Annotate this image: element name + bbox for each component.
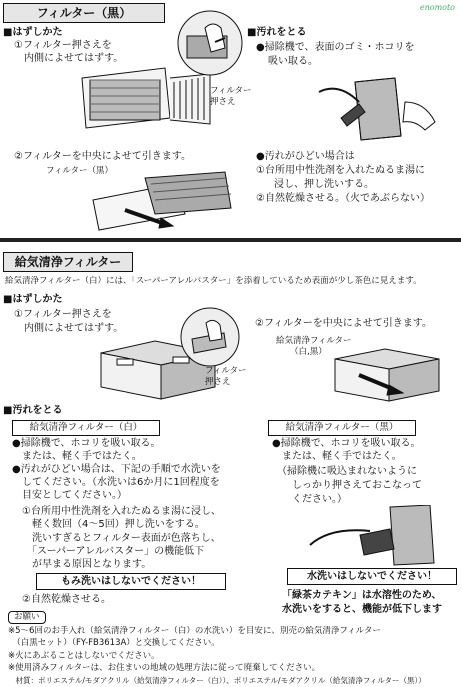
s2-white-line-0: ●掃除機で、ホコリを吸い取る。 (12, 438, 161, 449)
s2-filter-label-1: 給気清浄フィルター (276, 336, 352, 346)
s2-white-line-5: ①台所用中性洗剤を入れたぬるま湯に浸し、 (12, 506, 221, 517)
section1-title: フィルター（黒） (3, 3, 165, 23)
request-label: お願い (8, 611, 46, 624)
s2-vacuum-illustration (300, 505, 450, 570)
s2-callout-1: フィルター (205, 366, 247, 376)
s1-heavy-2: 浸し、押し洗いする。 (274, 179, 374, 190)
s2-white-line-2: ●汚れがひどい場合は、下記の手順で水洗いを (12, 464, 221, 475)
s2-clean-heading: ■汚れをとる (3, 405, 63, 416)
s2-remove-heading: ■はずしかた (3, 294, 63, 305)
s2-black-line-1: または、軽く手ではたく。 (272, 451, 402, 462)
s2-white-line-4: 目安としてください。） (12, 490, 127, 501)
s1-remove-heading: ■はずしかた (3, 27, 63, 38)
s2-white-line-1: または、軽く手ではたく。 (12, 451, 142, 462)
s2-step1-line2: 内側によせてはずす。 (24, 323, 124, 334)
s1-heavy-title: ●汚れがひどい場合は (256, 151, 355, 162)
s2-white-warning: もみ洗いはしないでください！ (36, 573, 226, 590)
request-line-3: ※使用済みフィルターは、お住まいの地域の処理方法に従って廃棄してください。 (8, 663, 321, 673)
request-line-1: （白黒セット）（FY-FB3613A）と交換してください。 (8, 638, 220, 648)
watermark: enomoto (419, 3, 455, 12)
zoom-circle-1 (175, 8, 245, 78)
request-line-4: 材質：ポリエステル/モダアクリル（給気清浄フィルター（白））、ポリエステル/モダアクリル（給気清浄フィルター（黒）） (8, 676, 426, 685)
s2-callout-2: 押さえ (205, 377, 231, 387)
s2-white-line-9: が早まる原因となります。 (12, 559, 152, 570)
s1-clean-step1-2: 吸い取る。 (268, 56, 318, 67)
s2-black-line-4: ください。） (272, 494, 347, 505)
s2-note: 給気清浄フィルター（白）には、「スーパーアレルバスター」を添着しているため表面が少し茶色に見えます。 (5, 276, 422, 286)
s2-black-note-2: 水洗いをすると、機能が低下します (282, 604, 442, 615)
s1-heavy-3: ②自然乾燥させる。（火であぶらない） (256, 193, 430, 204)
s2-white-line-3: してください。（水洗いは6か月に1回程度を (12, 477, 220, 488)
s2-white-line-7: 洗いすぎるとフィルター表面が色落ちし、 (12, 533, 221, 544)
s2-filter-pull-illustration (305, 345, 445, 407)
s2-step1-line1: ①フィルター押さえを (14, 309, 112, 320)
filter-pull-illustration (85, 170, 235, 240)
request-line-2: ※火にあぶることはしないでください。 (8, 651, 160, 661)
s2-black-warning: 水洗いはしないでください！ (287, 568, 457, 585)
s2-black-line-0: ●掃除機で、ホコリを吸い取る。 (272, 438, 421, 449)
section2-title: 給気清浄フィルター (3, 252, 133, 272)
s2-white-title: 給気清浄フィルター（白） (12, 420, 160, 436)
s1-step2: ②フィルターを中央によせて引きます。 (14, 151, 191, 162)
s2-black-title: 給気清浄フィルター（黒） (268, 420, 416, 436)
s1-heavy-1: ①台所用中性洗剤を入れたぬるま湯に (256, 165, 425, 176)
s1-clean-heading: ■汚れをとる (247, 27, 307, 38)
s1-step1-line2: 内側によせてはずす。 (24, 53, 124, 64)
s2-black-note-1: 「緑茶カテキン」は水溶性のため、 (282, 590, 442, 601)
zoom-circle-2 (178, 305, 242, 369)
s2-white-line-6: 軽く数回（4～5回）押し洗いをする。 (12, 519, 205, 530)
s2-step2: ②フィルターを中央によせて引きます。 (255, 318, 432, 329)
s1-step1-line1: ①フィルター押さえを (14, 40, 112, 51)
vacuum-illustration (315, 62, 440, 147)
section-divider (0, 238, 461, 242)
s2-filter-label-2: （白,黒） (290, 347, 327, 357)
s2-black-line-3: しっかり押さえておこなって (272, 480, 422, 491)
s1-callout-2: 押さえ (210, 97, 236, 107)
s2-black-line-2: （掃除機に吸込まれないように (272, 466, 417, 477)
request-line-0: ※5～6回のお手入れ（給気清浄フィルター（白）の水洗い）を目安に、別売の給気清浄フィルター (8, 626, 381, 636)
s1-clean-step1-1: ●掃除機で、表面のゴミ・ホコリを (256, 42, 415, 53)
s2-white-step2: ②自然乾燥させる。 (22, 594, 111, 605)
s2-white-line-8: 「スーパーアレルバスター」の機能低下 (12, 546, 205, 557)
s1-filter-label: フィルター（黒） (46, 166, 113, 176)
s1-callout-1: フィルター (210, 86, 252, 96)
